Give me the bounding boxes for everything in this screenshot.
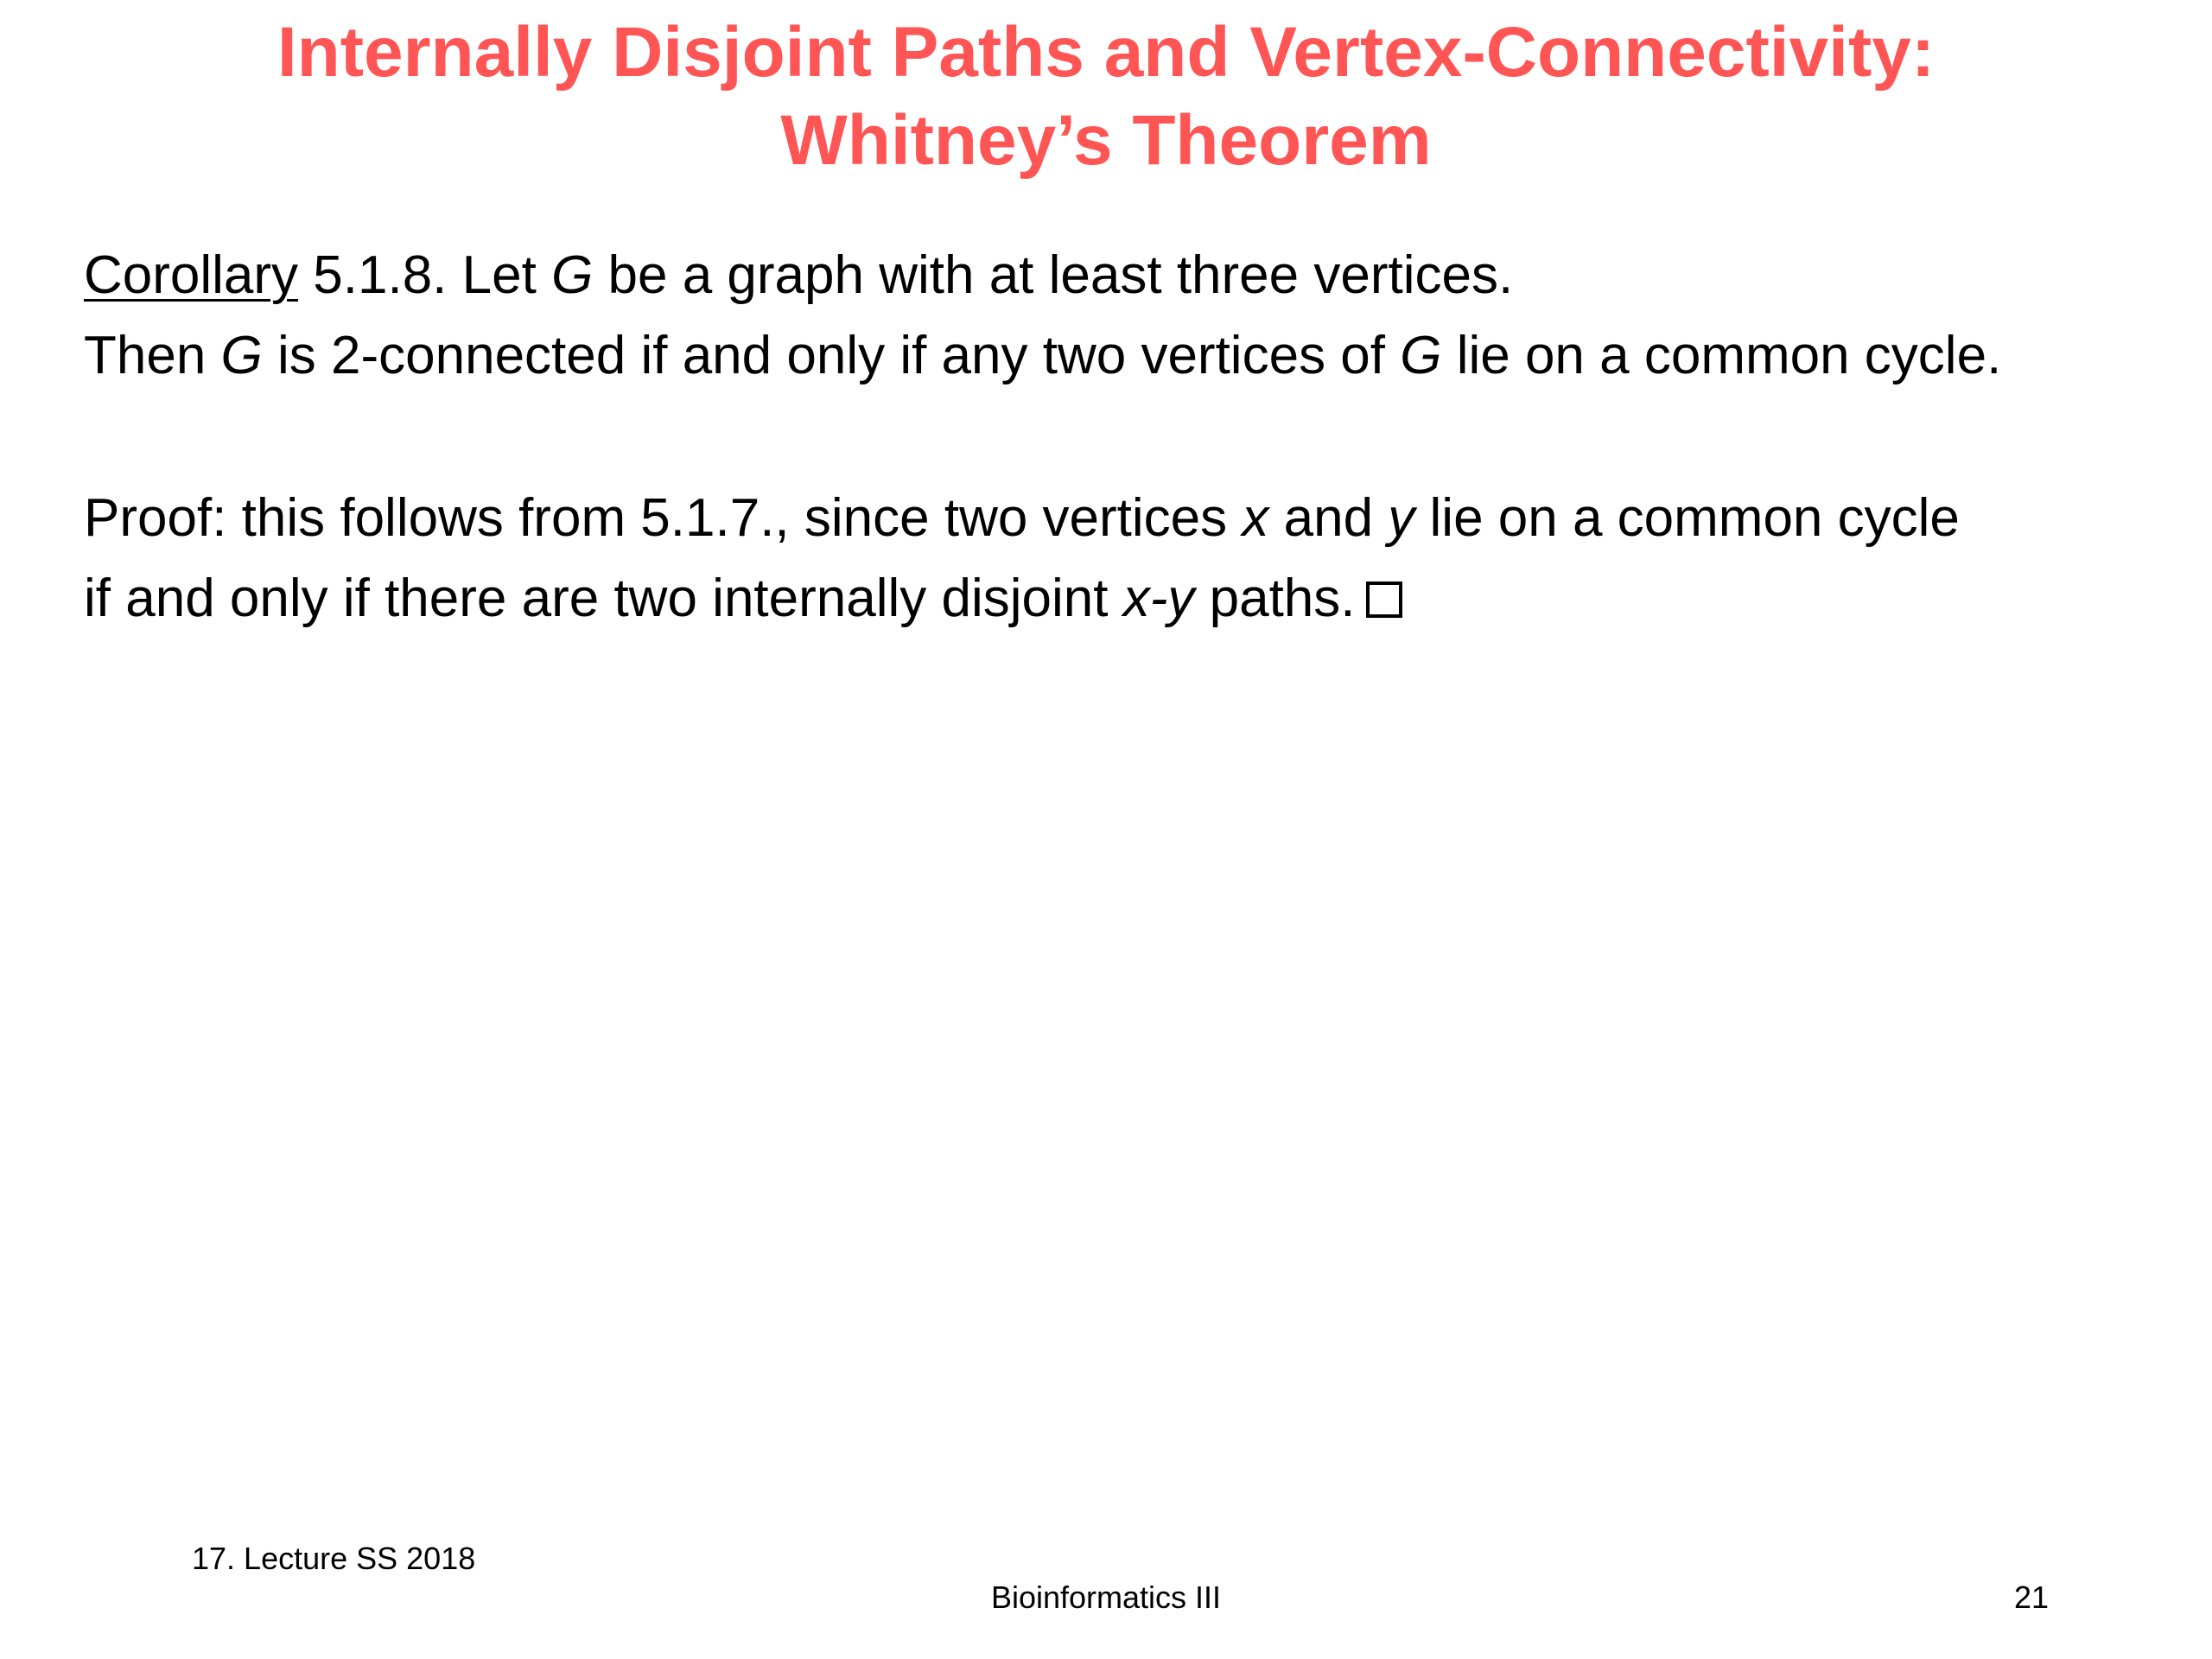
- proof-text: Proof: this follows from 5.1.7., since two vertices: [84, 488, 1243, 548]
- math-variable-g: G: [220, 326, 263, 385]
- corollary-text: be a graph with at least three vertices.: [593, 245, 1514, 305]
- footer-lecture-label: 17. Lecture SS 2018: [192, 1541, 476, 1576]
- corollary-text: is 2-connected if and only if any two vertices of: [262, 326, 1401, 385]
- proof-paragraph: [84, 478, 1960, 639]
- corollary-text: 5.1.8. Let: [298, 245, 552, 305]
- corollary-line-1: [84, 235, 2001, 315]
- corollary-label: Corollary: [84, 245, 299, 305]
- proof-line-2: [84, 558, 1960, 639]
- proof-text: paths.: [1194, 569, 1356, 628]
- math-variable-y: y: [1388, 488, 1415, 548]
- math-variable-x: x: [1242, 488, 1269, 548]
- corollary-line-2: [84, 315, 2001, 396]
- proof-text: if and only if there are two internally disjoint: [84, 569, 1123, 628]
- proof-line-1: [84, 478, 1960, 558]
- math-variable-g: G: [551, 245, 594, 305]
- corollary-text: lie on a common cycle.: [1441, 326, 2002, 385]
- math-variable-g: G: [1400, 326, 1442, 385]
- proof-text: lie on a common cycle: [1414, 488, 1960, 548]
- footer-page-number: 21: [2013, 1580, 2049, 1615]
- qed-square-icon: [1366, 582, 1402, 618]
- title-line-2: Whitney’s Theorem: [780, 101, 1432, 180]
- title-line-1: Internally Disjoint Paths and Vertex-Connectivity:: [276, 13, 1936, 92]
- math-expression-x-y: x-y: [1122, 569, 1195, 628]
- corollary-text: Then: [84, 326, 221, 385]
- proof-text: and: [1268, 488, 1389, 548]
- footer-course-title: Bioinformatics III: [990, 1580, 1222, 1615]
- slide-title: [0, 9, 2212, 185]
- corollary-statement: [84, 235, 2001, 396]
